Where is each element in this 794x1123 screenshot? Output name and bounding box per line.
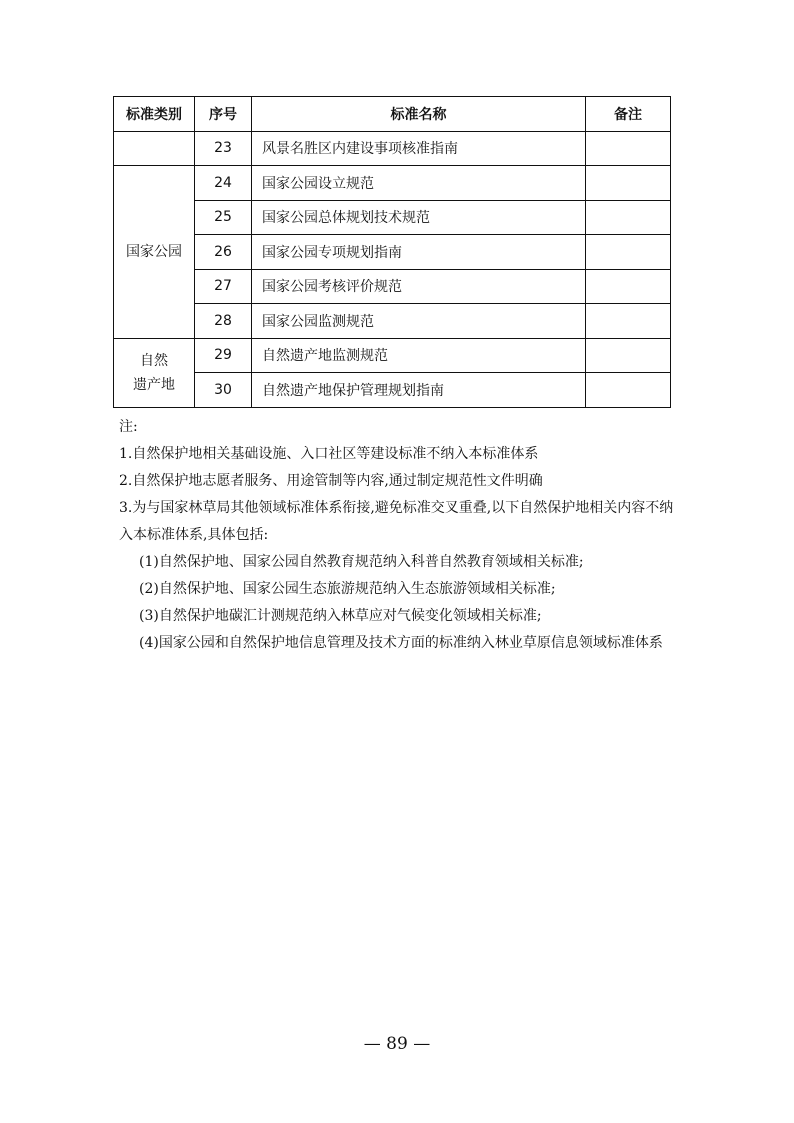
remark-cell	[586, 235, 671, 270]
category-cell-empty	[114, 131, 195, 166]
remark-cell	[586, 373, 671, 408]
name-cell: 国家公园监测规范	[252, 304, 586, 339]
name-cell: 国家公园总体规划技术规范	[252, 200, 586, 235]
note-sub-item: (1)自然保护地、国家公园自然教育规范纳入科普自然教育领域相关标准;	[139, 554, 584, 570]
name-cell: 自然遗产地保护管理规划指南	[252, 373, 586, 408]
remark-cell	[586, 269, 671, 304]
table-row	[114, 235, 671, 270]
standards-table	[113, 96, 671, 408]
name-cell: 国家公园设立规范	[252, 166, 586, 201]
page-number: — 89 —	[363, 1034, 431, 1054]
category-heritage-line1: 自然	[140, 352, 168, 369]
name-cell: 国家公园考核评价规范	[252, 269, 586, 304]
header-category: 标准类别	[114, 97, 195, 132]
remark-cell	[586, 338, 671, 373]
note-item: 2.自然保护地志愿者服务、用途管制等内容,通过制定规范性文件明确	[119, 473, 543, 489]
name-cell: 国家公园专项规划指南	[252, 235, 586, 270]
note-sub-item: (4)国家公园和自然保护地信息管理及技术方面的标准纳入林业草原信息领域标准体系	[139, 635, 663, 651]
note-item: 3.为与国家林草局其他领域标准体系衔接,避免标准交叉重叠,以下自然保护地相关内容不纳入本标准体系,具体包括:	[119, 500, 674, 543]
remark-cell	[586, 166, 671, 201]
serial-cell: 23	[195, 131, 252, 166]
serial-cell: 24	[195, 166, 252, 201]
header-name: 标准名称	[252, 97, 586, 132]
table-row	[114, 338, 671, 373]
notes-title: 注:	[119, 419, 138, 435]
category-cell-national-park: 国家公园	[114, 166, 195, 339]
table-header-row	[114, 97, 671, 132]
name-cell: 自然遗产地监测规范	[252, 338, 586, 373]
table-row	[114, 269, 671, 304]
header-remark: 备注	[586, 97, 671, 132]
note-item: 1.自然保护地相关基础设施、入口社区等建设标准不纳入本标准体系	[119, 446, 539, 462]
remark-cell	[586, 304, 671, 339]
serial-cell: 29	[195, 338, 252, 373]
serial-cell: 25	[195, 200, 252, 235]
remark-cell	[586, 200, 671, 235]
notes-section	[119, 414, 679, 657]
table-row	[114, 200, 671, 235]
header-serial: 序号	[195, 97, 252, 132]
table-row	[114, 373, 671, 408]
category-heritage-line2: 遗产地	[133, 376, 175, 393]
serial-cell: 28	[195, 304, 252, 339]
table-row	[114, 131, 671, 166]
serial-cell: 30	[195, 373, 252, 408]
name-cell: 风景名胜区内建设事项核准指南	[252, 131, 586, 166]
serial-cell: 27	[195, 269, 252, 304]
remark-cell	[586, 131, 671, 166]
serial-cell: 26	[195, 235, 252, 270]
table-row	[114, 304, 671, 339]
note-sub-item: (2)自然保护地、国家公园生态旅游规范纳入生态旅游领域相关标准;	[139, 581, 556, 597]
table-row	[114, 166, 671, 201]
category-cell-natural-heritage	[114, 338, 195, 407]
note-sub-item: (3)自然保护地碳汇计测规范纳入林草应对气候变化领域相关标准;	[139, 608, 542, 624]
